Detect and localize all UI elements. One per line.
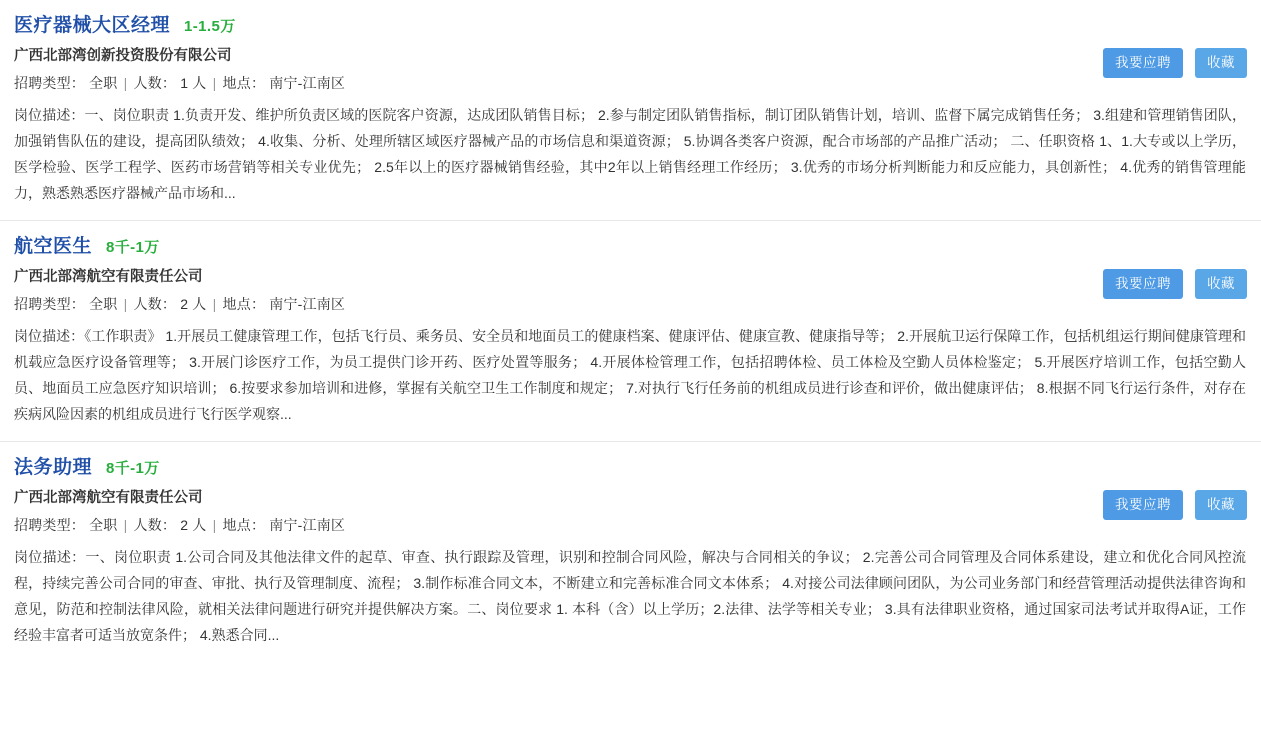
job-description-text: 一、岗位职责 1.负责开发、维护所负责区域的医院客户资源，达成团队销售目标； 2.参与制定团队销售指标，制订团队销售计划，培训、监督下属完成销售任务； 3.组建和管理销售团队，加强销售队伍的建设，提高团队绩效； 4.收集、分析、处理所辖区域医疗器械产品的市场信息和渠道资源； 5.协调各类客户资源，配合市场部的产品推广活动； 二、任职资格 1、1.大专或以上学历，医学检验、医学工程学、医药市场营销等相关专业优先； 2.5年以上的医疗器械销售经验，其中2年以上销售经理工作经历； 3.优秀的市场分析判断能力和反应能力，具创新性； 4.优秀的销售管理能力，熟悉熟悉医疗器械产品市场和...: [14, 107, 1247, 201]
job-title[interactable]: 法务助理: [14, 457, 93, 478]
favorite-button[interactable]: 收藏: [1195, 269, 1247, 299]
job-count-value: 2 人: [180, 517, 207, 533]
job-type-value: 全职: [89, 296, 118, 312]
job-meta: [14, 294, 1247, 314]
job-salary: 8千-1万: [106, 460, 160, 477]
meta-separator: |: [212, 517, 217, 533]
job-company[interactable]: 广西北部湾创新投资股份有限公司: [14, 48, 232, 64]
job-type-label: 招聘类型：: [14, 75, 85, 91]
job-meta: [14, 515, 1247, 535]
job-location-value: 南宁-江南区: [269, 517, 346, 533]
job-count-value: 2 人: [180, 296, 207, 312]
job-card: [0, 0, 1261, 221]
job-salary: 1-1.5万: [184, 18, 236, 35]
job-location-label: 地点：: [222, 517, 266, 533]
job-type-label: 招聘类型：: [14, 517, 85, 533]
job-title[interactable]: 航空医生: [14, 236, 93, 257]
job-count-label: 人数：: [133, 75, 177, 91]
job-card: [0, 221, 1261, 442]
meta-separator: |: [212, 296, 217, 312]
job-salary: 8千-1万: [106, 239, 160, 256]
job-description-label: 岗位描述：: [14, 328, 85, 344]
job-company[interactable]: 广西北部湾航空有限责任公司: [14, 490, 203, 506]
job-count-value: 1 人: [180, 75, 207, 91]
job-header: [14, 452, 1247, 479]
meta-separator: |: [123, 517, 128, 533]
job-actions: [1103, 490, 1247, 520]
job-actions: [1103, 48, 1247, 78]
job-location-label: 地点：: [222, 296, 266, 312]
meta-separator: |: [123, 296, 128, 312]
job-description-label: 岗位描述：: [14, 107, 85, 123]
job-meta: [14, 73, 1247, 93]
meta-separator: |: [212, 75, 217, 91]
job-description: [14, 102, 1246, 206]
apply-button[interactable]: 我要应聘: [1103, 269, 1183, 299]
job-header: [14, 10, 1247, 37]
job-actions: [1103, 269, 1247, 299]
job-company[interactable]: 广西北部湾航空有限责任公司: [14, 269, 203, 285]
job-type-label: 招聘类型：: [14, 296, 85, 312]
job-location-value: 南宁-江南区: [269, 75, 346, 91]
apply-button[interactable]: 我要应聘: [1103, 48, 1183, 78]
job-count-label: 人数：: [133, 296, 177, 312]
job-title[interactable]: 医疗器械大区经理: [14, 15, 171, 36]
job-header: [14, 231, 1247, 258]
favorite-button[interactable]: 收藏: [1195, 48, 1247, 78]
job-type-value: 全职: [89, 517, 118, 533]
favorite-button[interactable]: 收藏: [1195, 490, 1247, 520]
job-count-label: 人数：: [133, 517, 177, 533]
meta-separator: |: [123, 75, 128, 91]
apply-button[interactable]: 我要应聘: [1103, 490, 1183, 520]
job-location-value: 南宁-江南区: [269, 296, 346, 312]
job-location-label: 地点：: [222, 75, 266, 91]
job-description: [14, 544, 1246, 648]
job-description-text: 一、岗位职责 1.公司合同及其他法律文件的起草、审查、执行跟踪及管理，识别和控制合同风险，解决与合同相关的争议； 2.完善公司合同管理及合同体系建设，建立和优化合同风控流程，持续完善公司合同的审查、审批、执行及管理制度、流程； 3.制作标准合同文本，不断建立和完善标准合同文本体系； 4.对接公司法律顾问团队，为公司业务部门和经营管理活动提供法律咨询和意见，防范和控制法律风险，就相关法律问题进行研究并提供解决方案。二、岗位要求 1. 本科（含）以上学历；2.法律、法学等相关专业； 3.具有法律职业资格，通过国家司法考试并取得A证，工作经验丰富者可适当放宽条件； 4.熟悉合同...: [14, 549, 1246, 643]
job-description-label: 岗位描述：: [14, 549, 86, 565]
job-description: [14, 323, 1246, 427]
job-card: [0, 442, 1261, 662]
job-description-text: 《工作职责》 1.开展员工健康管理工作，包括飞行员、乘务员、安全员和地面员工的健康档案、健康评估、健康宣教、健康指导等； 2.开展航卫运行保障工作，包括机组运行期间健康管理和机载应急医疗设备管理等； 3.开展门诊医疗工作，为员工提供门诊开药、医疗处置等服务； 4.开展体检管理工作，包括招聘体检、员工体检及空勤人员体检鉴定； 5.开展医疗培训工作，包括空勤人员、地面员工应急医疗知识培训； 6.按要求参加培训和进修，掌握有关航空卫生工作制度和规定； 7.对执行飞行任务前的机组成员进行诊查和评价，做出健康评估； 8.根据不同飞行运行条件，对存在疾病风险因素的机组成员进行飞行医学观察...: [14, 328, 1247, 422]
job-type-value: 全职: [89, 75, 118, 91]
